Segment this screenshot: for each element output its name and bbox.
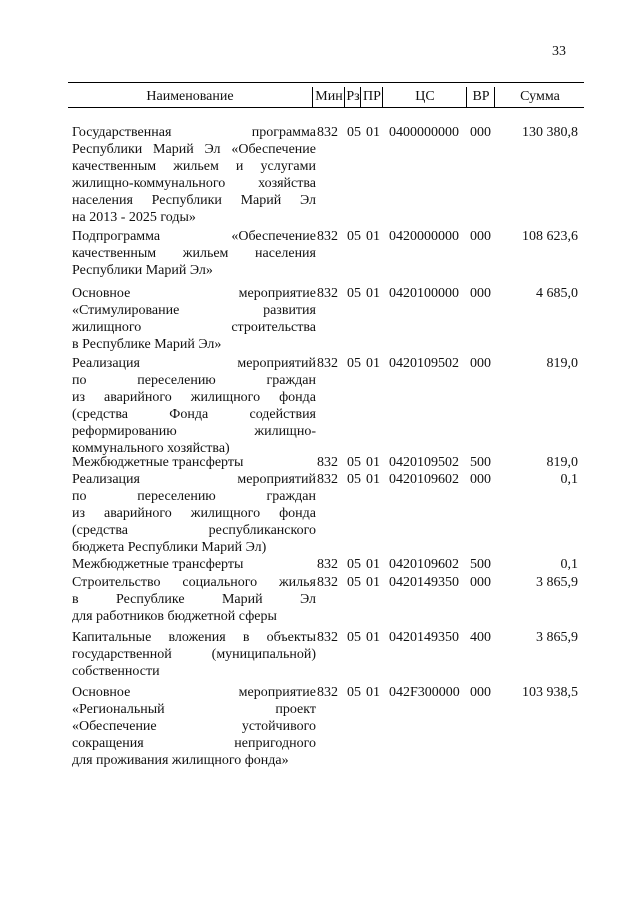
row-pr: 01 — [366, 557, 380, 572]
row-name-line: на 2013 - 2025 годы» — [72, 210, 196, 225]
row-name — [72, 124, 316, 226]
row-name-line: Основное мероприятие — [72, 685, 316, 700]
row-name-line: собственности — [72, 664, 160, 679]
row-name-line: населения Республики Марий Эл — [72, 193, 316, 208]
row-pr: 01 — [366, 229, 380, 244]
row-name-line: коммунального хозяйства) — [72, 441, 230, 456]
row-name-line: из аварийного жилищного фонда — [72, 390, 316, 405]
header-pr: ПР — [360, 87, 383, 107]
row-sum: 819,0 — [546, 356, 578, 371]
header-name: Наименование — [146, 89, 234, 104]
row-vr: 000 — [470, 685, 491, 700]
row-vr: 000 — [470, 229, 491, 244]
row-name-line: бюджета Республики Марий Эл) — [72, 540, 267, 555]
row-sum: 0,1 — [560, 557, 578, 572]
row-name-line: Капитальные вложения в объекты — [72, 630, 316, 645]
row-rz: 05 — [347, 630, 361, 645]
page-number: 33 — [552, 44, 566, 59]
row-vr: 000 — [470, 472, 491, 487]
row-vr: 000 — [470, 575, 491, 590]
row-sum: 103 938,5 — [522, 685, 578, 700]
row-name-line: (средства республиканского — [72, 523, 316, 538]
row-sum: 819,0 — [546, 455, 578, 470]
row-name — [72, 228, 316, 279]
row-name-line: для проживания жилищного фонда» — [72, 753, 289, 768]
row-cs: 0420149350 — [389, 630, 459, 645]
row-min: 832 — [317, 630, 338, 645]
row-name — [72, 574, 316, 625]
row-name — [72, 355, 316, 457]
row-vr: 500 — [470, 455, 491, 470]
row-pr: 01 — [366, 575, 380, 590]
row-name-line: качественным жильем и услугами — [72, 159, 316, 174]
row-name-line: жилищного строительства — [72, 320, 316, 335]
row-name-line: Реализация мероприятий — [72, 472, 316, 487]
header-min: Мин — [312, 87, 345, 107]
row-min: 832 — [317, 557, 338, 572]
row-pr: 01 — [366, 455, 380, 470]
row-sum: 3 865,9 — [536, 575, 578, 590]
row-name-line: «Обеспечение устойчивого — [72, 719, 316, 734]
row-name-line: «Стимулирование развития — [72, 303, 316, 318]
row-pr: 01 — [366, 630, 380, 645]
row-min: 832 — [317, 125, 338, 140]
row-vr: 500 — [470, 557, 491, 572]
row-name — [72, 629, 316, 680]
row-min: 832 — [317, 286, 338, 301]
row-name-line: по переселению граждан — [72, 373, 316, 388]
row-min: 832 — [317, 356, 338, 371]
row-min: 832 — [317, 575, 338, 590]
row-rz: 05 — [347, 286, 361, 301]
row-sum: 4 685,0 — [536, 286, 578, 301]
row-sum: 0,1 — [560, 472, 578, 487]
table-header-rule — [68, 107, 584, 108]
row-cs: 0420100000 — [389, 286, 459, 301]
row-name-line: из аварийного жилищного фонда — [72, 506, 316, 521]
header-sum: Сумма — [494, 87, 585, 107]
row-name-line: Реализация мероприятий — [72, 356, 316, 371]
row-vr: 000 — [470, 286, 491, 301]
row-rz: 05 — [347, 557, 361, 572]
row-name-line: реформированию жилищно- — [72, 424, 316, 439]
row-name-line: Строительство социального жилья — [72, 575, 316, 590]
row-name-line: жилищно-коммунального хозяйства — [72, 176, 316, 191]
row-min: 832 — [317, 229, 338, 244]
row-rz: 05 — [347, 356, 361, 371]
row-rz: 05 — [347, 455, 361, 470]
row-name-line: «Региональный проект — [72, 702, 316, 717]
row-vr: 000 — [470, 356, 491, 371]
row-rz: 05 — [347, 685, 361, 700]
row-sum: 130 380,8 — [522, 125, 578, 140]
row-min: 832 — [317, 472, 338, 487]
row-cs: 0420109502 — [389, 455, 459, 470]
row-sum: 108 623,6 — [522, 229, 578, 244]
header-rz: Рз — [344, 87, 361, 107]
row-vr: 400 — [470, 630, 491, 645]
row-name-line: Государственная программа — [72, 125, 316, 140]
row-name-line: в Республике Марий Эл — [72, 592, 316, 607]
header-vr: ВР — [466, 87, 495, 107]
row-name-line: Межбюджетные трансферты — [72, 557, 244, 572]
row-cs: 0420109602 — [389, 472, 459, 487]
row-name — [72, 684, 316, 769]
row-pr: 01 — [366, 125, 380, 140]
row-name-line: Межбюджетные трансферты — [72, 455, 244, 470]
row-name-line: государственной (муниципальной) — [72, 647, 316, 662]
row-cs: 0420000000 — [389, 229, 459, 244]
row-name-line: в Республике Марий Эл» — [72, 337, 222, 352]
row-name — [72, 454, 316, 471]
row-cs: 0420109502 — [389, 356, 459, 371]
row-rz: 05 — [347, 229, 361, 244]
row-rz: 05 — [347, 125, 361, 140]
row-rz: 05 — [347, 575, 361, 590]
row-sum: 3 865,9 — [536, 630, 578, 645]
row-name-line: сокращения непригодного — [72, 736, 316, 751]
row-name-line: Основное мероприятие — [72, 286, 316, 301]
row-pr: 01 — [366, 356, 380, 371]
row-name-line: по переселению граждан — [72, 489, 316, 504]
row-name-line: Республики Марий Эл» — [72, 263, 213, 278]
row-pr: 01 — [366, 472, 380, 487]
row-name — [72, 471, 316, 556]
row-name-line: (средства Фонда содействия — [72, 407, 316, 422]
row-vr: 000 — [470, 125, 491, 140]
row-pr: 01 — [366, 685, 380, 700]
row-cs: 0420149350 — [389, 575, 459, 590]
row-name — [72, 556, 316, 573]
row-min: 832 — [317, 685, 338, 700]
row-name-line: Республики Марий Эл «Обеспечение — [72, 142, 316, 157]
row-name — [72, 285, 316, 353]
row-cs: 0420109602 — [389, 557, 459, 572]
row-pr: 01 — [366, 286, 380, 301]
header-cs: ЦС — [382, 87, 467, 107]
row-cs: 042F300000 — [389, 685, 460, 700]
row-name-line: Подпрограмма «Обеспечение — [72, 229, 316, 244]
row-cs: 0400000000 — [389, 125, 459, 140]
row-min: 832 — [317, 455, 338, 470]
table-top-rule — [68, 82, 584, 83]
row-rz: 05 — [347, 472, 361, 487]
row-name-line: качественным жильем населения — [72, 246, 316, 261]
row-name-line: для работников бюджетной сферы — [72, 609, 277, 624]
